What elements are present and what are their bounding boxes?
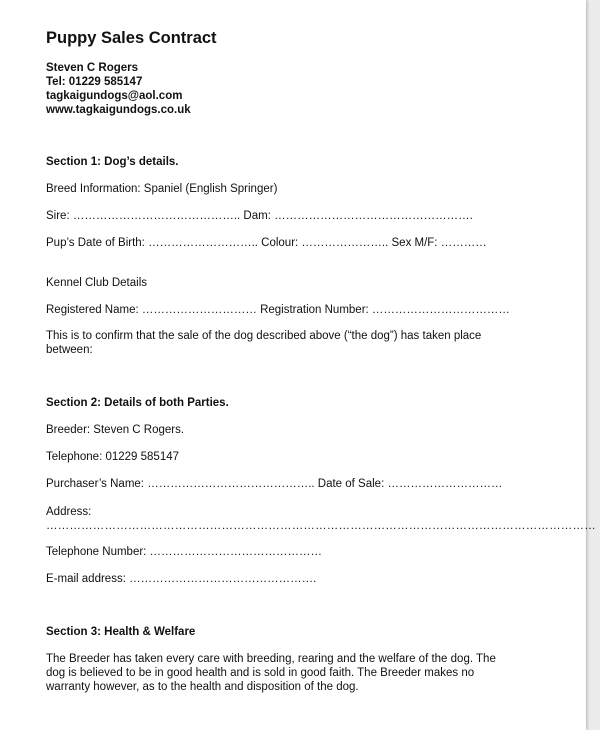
breeder-field: Breeder: Steven C Rogers. xyxy=(46,424,185,436)
breeder-website: www.tagkaigundogs.co.uk xyxy=(46,104,191,116)
kennel-club-label: Kennel Club Details xyxy=(46,277,148,289)
telephone-field: Telephone: 01229 585147 xyxy=(46,451,180,463)
telephone-number-field: Telephone Number: ……………………………………… xyxy=(46,546,323,558)
dob-colour-sex-field: Pup’s Date of Birth: ……………………….. Colour: ………………….. Sex M/F: ………… xyxy=(46,237,487,249)
confirmation-line: This is to confirm that the sale of the dog described above (“the dog”) has taken place xyxy=(46,330,482,342)
confirmation-paragraph xyxy=(46,329,546,357)
paragraph-line: warranty however, as to the health and disposition of the dog. xyxy=(46,681,359,693)
breeder-tel: Tel: 01229 585147 xyxy=(46,76,143,88)
confirmation-line: between: xyxy=(46,344,93,356)
page-title: Puppy Sales Contract xyxy=(46,29,217,47)
paragraph-line: dog is believed to be in good health and is sold in good faith. The Breeder makes no xyxy=(46,667,475,679)
breed-information: Breed Information: Spaniel (English Springer) xyxy=(46,183,278,195)
registration-field: Registered Name: ………………………… Registration Number: ……………………………… xyxy=(46,304,510,316)
sire-dam-field: Sire: …………………………………….. Dam: ……………………………………………. xyxy=(46,210,473,222)
email-address-field: E-mail address: …………………………………………. xyxy=(46,573,317,585)
paragraph-line: The Breeder has taken every care with breeding, rearing and the welfare of the dog. The xyxy=(46,653,496,665)
breeder-name: Steven C Rogers xyxy=(46,62,139,74)
address-label: Address: xyxy=(46,506,92,518)
health-welfare-paragraph xyxy=(46,652,546,694)
section1-heading: Section 1: Dog’s details. xyxy=(46,156,179,168)
purchaser-date-field: Purchaser’s Name: …………………………………….. Date of Sale: ………………………… xyxy=(46,478,503,490)
breeder-email: tagkaigundogs@aol.com xyxy=(46,90,183,102)
address-dots: …………………………………………………………………………………………………………………………… xyxy=(46,520,596,532)
section2-heading: Section 2: Details of both Parties. xyxy=(46,397,229,409)
section3-heading: Section 3: Health & Welfare xyxy=(46,626,196,638)
